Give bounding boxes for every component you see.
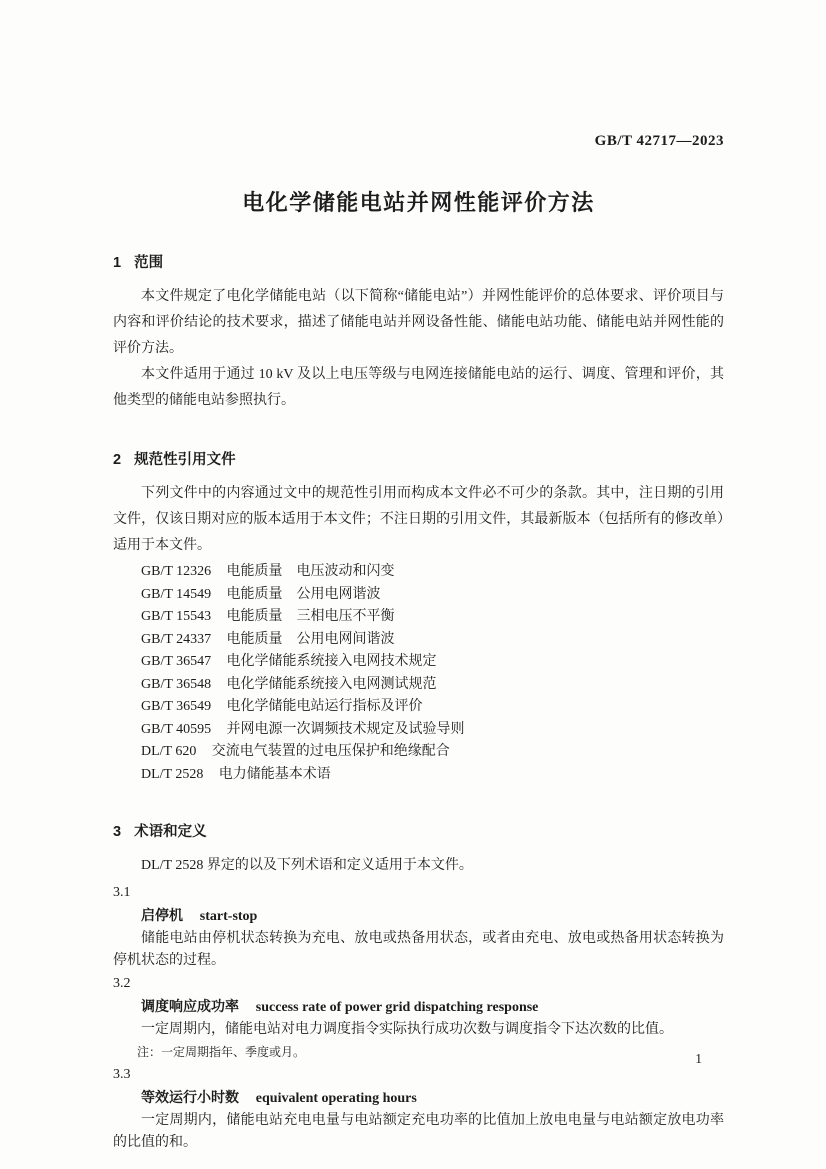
page-number: 1: [695, 1051, 702, 1066]
reference-title: 电力储能基本术语: [218, 766, 331, 782]
section-1-paragraph-2: 本文件适用于通过 10 kV 及以上电压等级与电网连接储能电站的运行、调度、管理和评价，其他类型的储能电站参照执行。: [113, 367, 724, 408]
reference-item: [113, 561, 724, 584]
reference-title: 电能质量 公用电网间谐波: [226, 631, 395, 647]
reference-code: GB/T 24337: [141, 631, 212, 647]
section-2-heading: [113, 448, 724, 469]
term-number: 3.1: [113, 885, 131, 900]
section-1-title: 范围: [134, 255, 164, 271]
reference-item: [113, 674, 724, 697]
reference-title: 电化学储能电站运行指标及评价: [226, 699, 423, 714]
normative-references-list: [113, 561, 724, 786]
term-name-chinese: 等效运行小时数: [141, 1089, 239, 1105]
term-number: 3.2: [113, 976, 131, 991]
reference-title: 电能质量 公用电网谐波: [226, 586, 381, 602]
section-2-title: 规范性引用文件: [134, 452, 236, 468]
reference-code: GB/T 12326: [141, 564, 212, 579]
term-name-line: [113, 995, 724, 1019]
section-1-paragraph-1: 本文件规定了电化学储能电站（以下简称“储能电站”）并网性能评价的总体要求、评价项目与内容和评价结论的技术要求，描述了储能电站并网设备性能、储能电站功能、储能电站并网性能的评价方法。: [113, 289, 724, 356]
reference-code: DL/T 620: [141, 744, 197, 759]
reference-title: 交流电气装置的过电压保护和绝缘配合: [211, 744, 450, 759]
term-name-english: equivalent operating hours: [255, 1091, 417, 1106]
section-3-heading: [113, 820, 724, 841]
reference-title: 电能质量 电压波动和闪变: [226, 564, 395, 579]
term-entry: [113, 881, 724, 972]
standard-number: GB/T 42717—2023: [594, 133, 724, 149]
reference-item: [113, 719, 724, 742]
reference-code: GB/T 36548: [141, 676, 212, 692]
term-definition: 一定周期内，储能电站对电力调度指令实际执行成功次数与调度指令下达次数的比值。: [141, 1022, 673, 1037]
term-name-english: success rate of power grid dispatching response: [255, 1000, 539, 1015]
reference-item: [113, 651, 724, 674]
reference-item: [113, 764, 724, 787]
term-entry: [113, 972, 724, 1063]
term-name-line: [113, 1086, 724, 1110]
reference-item: [113, 629, 724, 652]
reference-title: 电能质量 三相电压不平衡: [226, 609, 395, 624]
reference-item: [113, 606, 724, 629]
section-1-heading: [113, 251, 724, 272]
terms-and-definitions: [113, 881, 724, 1154]
reference-code: GB/T 14549: [141, 586, 212, 602]
term-note: 注：一定周期指年、季度或月。: [137, 1045, 306, 1059]
reference-code: GB/T 40595: [141, 721, 212, 737]
reference-item: [113, 741, 724, 764]
section-3-title: 术语和定义: [134, 824, 207, 840]
term-name-english: start-stop: [199, 909, 258, 924]
reference-code: GB/T 36549: [141, 699, 212, 714]
reference-code: GB/T 15543: [141, 609, 212, 624]
section-1-number: 1: [113, 255, 122, 271]
reference-item: [113, 584, 724, 607]
reference-title: 电化学储能系统接入电网测试规范: [226, 676, 437, 692]
section-2-intro: 下列文件中的内容通过文中的规范性引用而构成本文件必不可少的条款。其中，注日期的引用文件，仅该日期对应的版本适用于本文件；不注日期的引用文件，其最新版本（包括所有的修改单）适用于本文件。: [113, 486, 724, 553]
term-definition: 储能电站由停机状态转换为充电、放电或热备用状态，或者由充电、放电或热备用状态转换为停机状态的过程。: [113, 931, 724, 968]
section-2-number: 2: [113, 452, 122, 468]
term-name-chinese: 启停机: [141, 907, 183, 923]
term-entry: [113, 1063, 724, 1154]
term-name-line: [113, 904, 724, 928]
term-definition: 一定周期内，储能电站充电电量与电站额定充电功率的比值加上放电电量与电站额定放电功率的比值的和。: [113, 1113, 724, 1150]
term-name-chinese: 调度响应成功率: [141, 998, 239, 1014]
section-3-intro: DL/T 2528 界定的以及下列术语和定义适用于本文件。: [141, 858, 473, 873]
term-number: 3.3: [113, 1067, 131, 1082]
reference-code: DL/T 2528: [141, 766, 204, 782]
reference-item: [113, 696, 724, 719]
section-3-number: 3: [113, 824, 122, 840]
reference-code: GB/T 36547: [141, 654, 212, 669]
reference-title: 电化学储能系统接入电网技术规定: [226, 654, 437, 669]
document-title: 电化学储能电站并网性能评价方法: [242, 190, 595, 215]
reference-title: 并网电源一次调频技术规定及试验导则: [226, 721, 465, 737]
